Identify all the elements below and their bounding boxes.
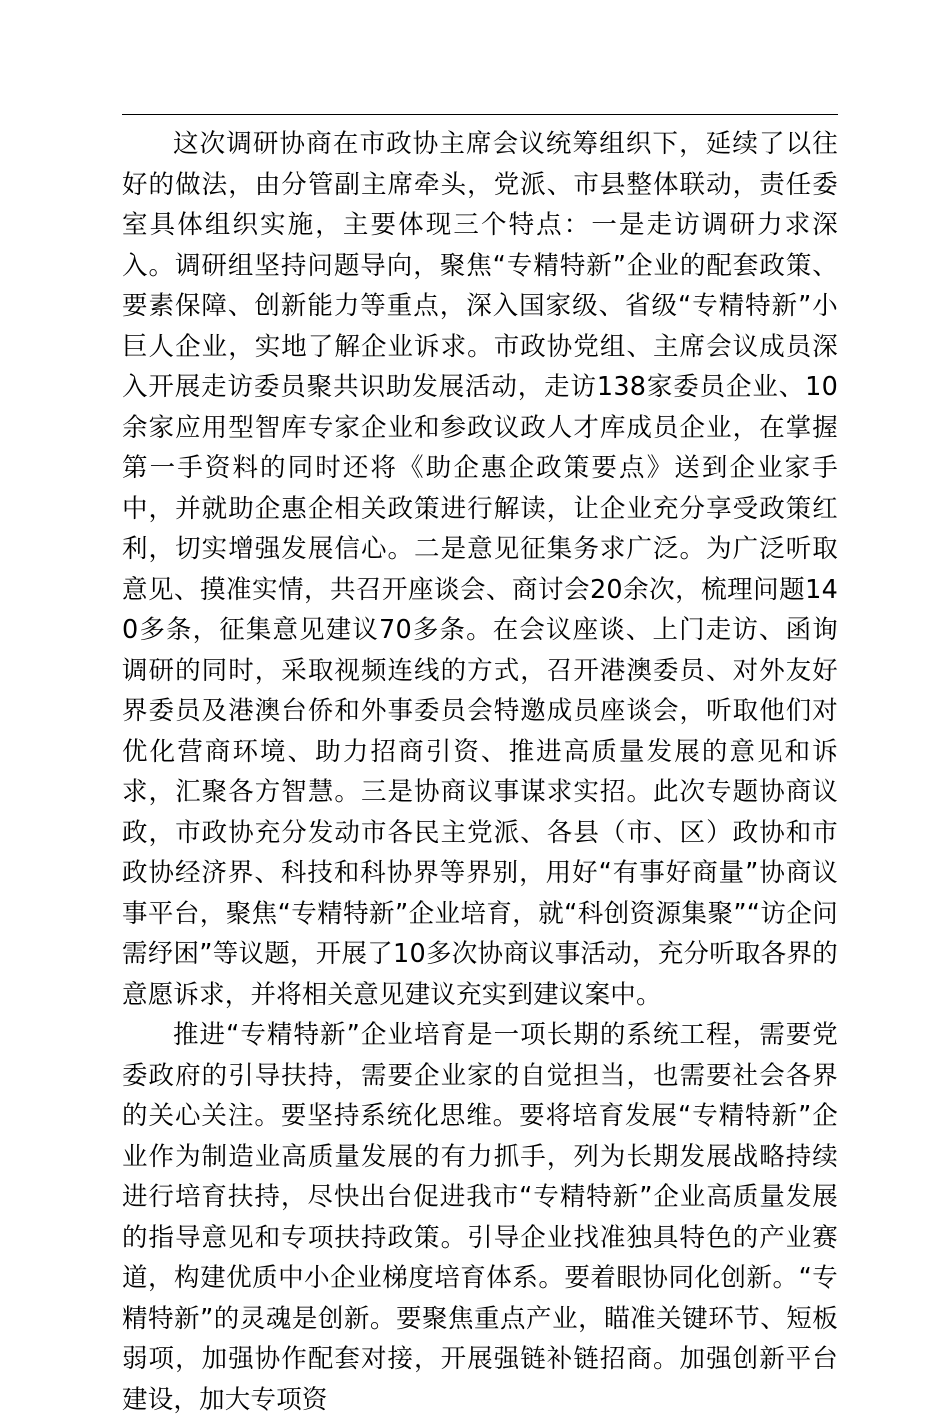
body-text — [122, 124, 838, 1420]
paragraph-survey-consultation: 这次调研协商在市政协主席会议统筹组织下，延续了以往好的做法，由分管副主席牵头，党派、市县整体联动，责任委室具体组织实施，主要体现三个特点：一是走访调研力求深入。调研组坚持问题导向，聚焦“专精特新”企业的配套政策、要素保障、创新能力等重点，深入国家级、省级“专精特新”小巨人企业，实地了解企业诉求。市政协党组、主席会议成员深入开展走访委员聚共识助发展活动，走访138家委员企业、10余家应用型智库专家企业和参政议政人才库成员企业，在掌握第一手资料的同时还将《助企惠企政策要点》送到企业家手中，并就助企惠企相关政策进行解读，让企业充分享受政策红利，切实增强发展信心。二是意见征集务求广泛。为广泛听取意见、摸准实情，共召开座谈会、商讨会20余次，梳理问题140多条，征集意见建议70多条。在会议座谈、上门走访、函询调研的同时，采取视频连线的方式，召开港澳委员、对外友好界委员及港澳台侨和外事委员会特邀成员座谈会，听取他们对优化营商环境、助力招商引资、推进高质量发展的意见和诉求，汇聚各方智慧。三是协商议事谋求实招。此次专题协商议政，市政协充分发动市各民主党派、各县（市、区）政协和市政协经济界、科技和科协界等界别，用好“有事好商量”协商议事平台，聚焦“专精特新”企业培育，就“科创资源集聚”“访企问需纾困”等议题，开展了10多次协商议事活动，充分听取各界的意愿诉求，并将相关意见建议充实到建议案中。 — [122, 129, 838, 1010]
paragraph-cultivation-measures: 推进“专精特新”企业培育是一项长期的系统工程，需要党委政府的引导扶持，需要企业家的自觉担当，也需要社会各界的关心关注。要坚持系统化思维。要将培育发展“专精特新”企业作为制造业高质量发展的有力抓手，列为长期发展战略持续进行培育扶持，尽快出台促进我市“专精特新”企业高质量发展的指导意见和专项扶持政策。引导企业找准独具特色的产业赛道，构建优质中小企业梯度培育体系。要着眼协同化创新。“专精特新”的灵魂是创新。要聚焦重点产业，瞄准关键环节、短板弱项，加强协作配套对接，开展强链补链招商。加强创新平台建设，加大专项资 — [122, 1020, 838, 1415]
header-rule — [122, 114, 838, 115]
